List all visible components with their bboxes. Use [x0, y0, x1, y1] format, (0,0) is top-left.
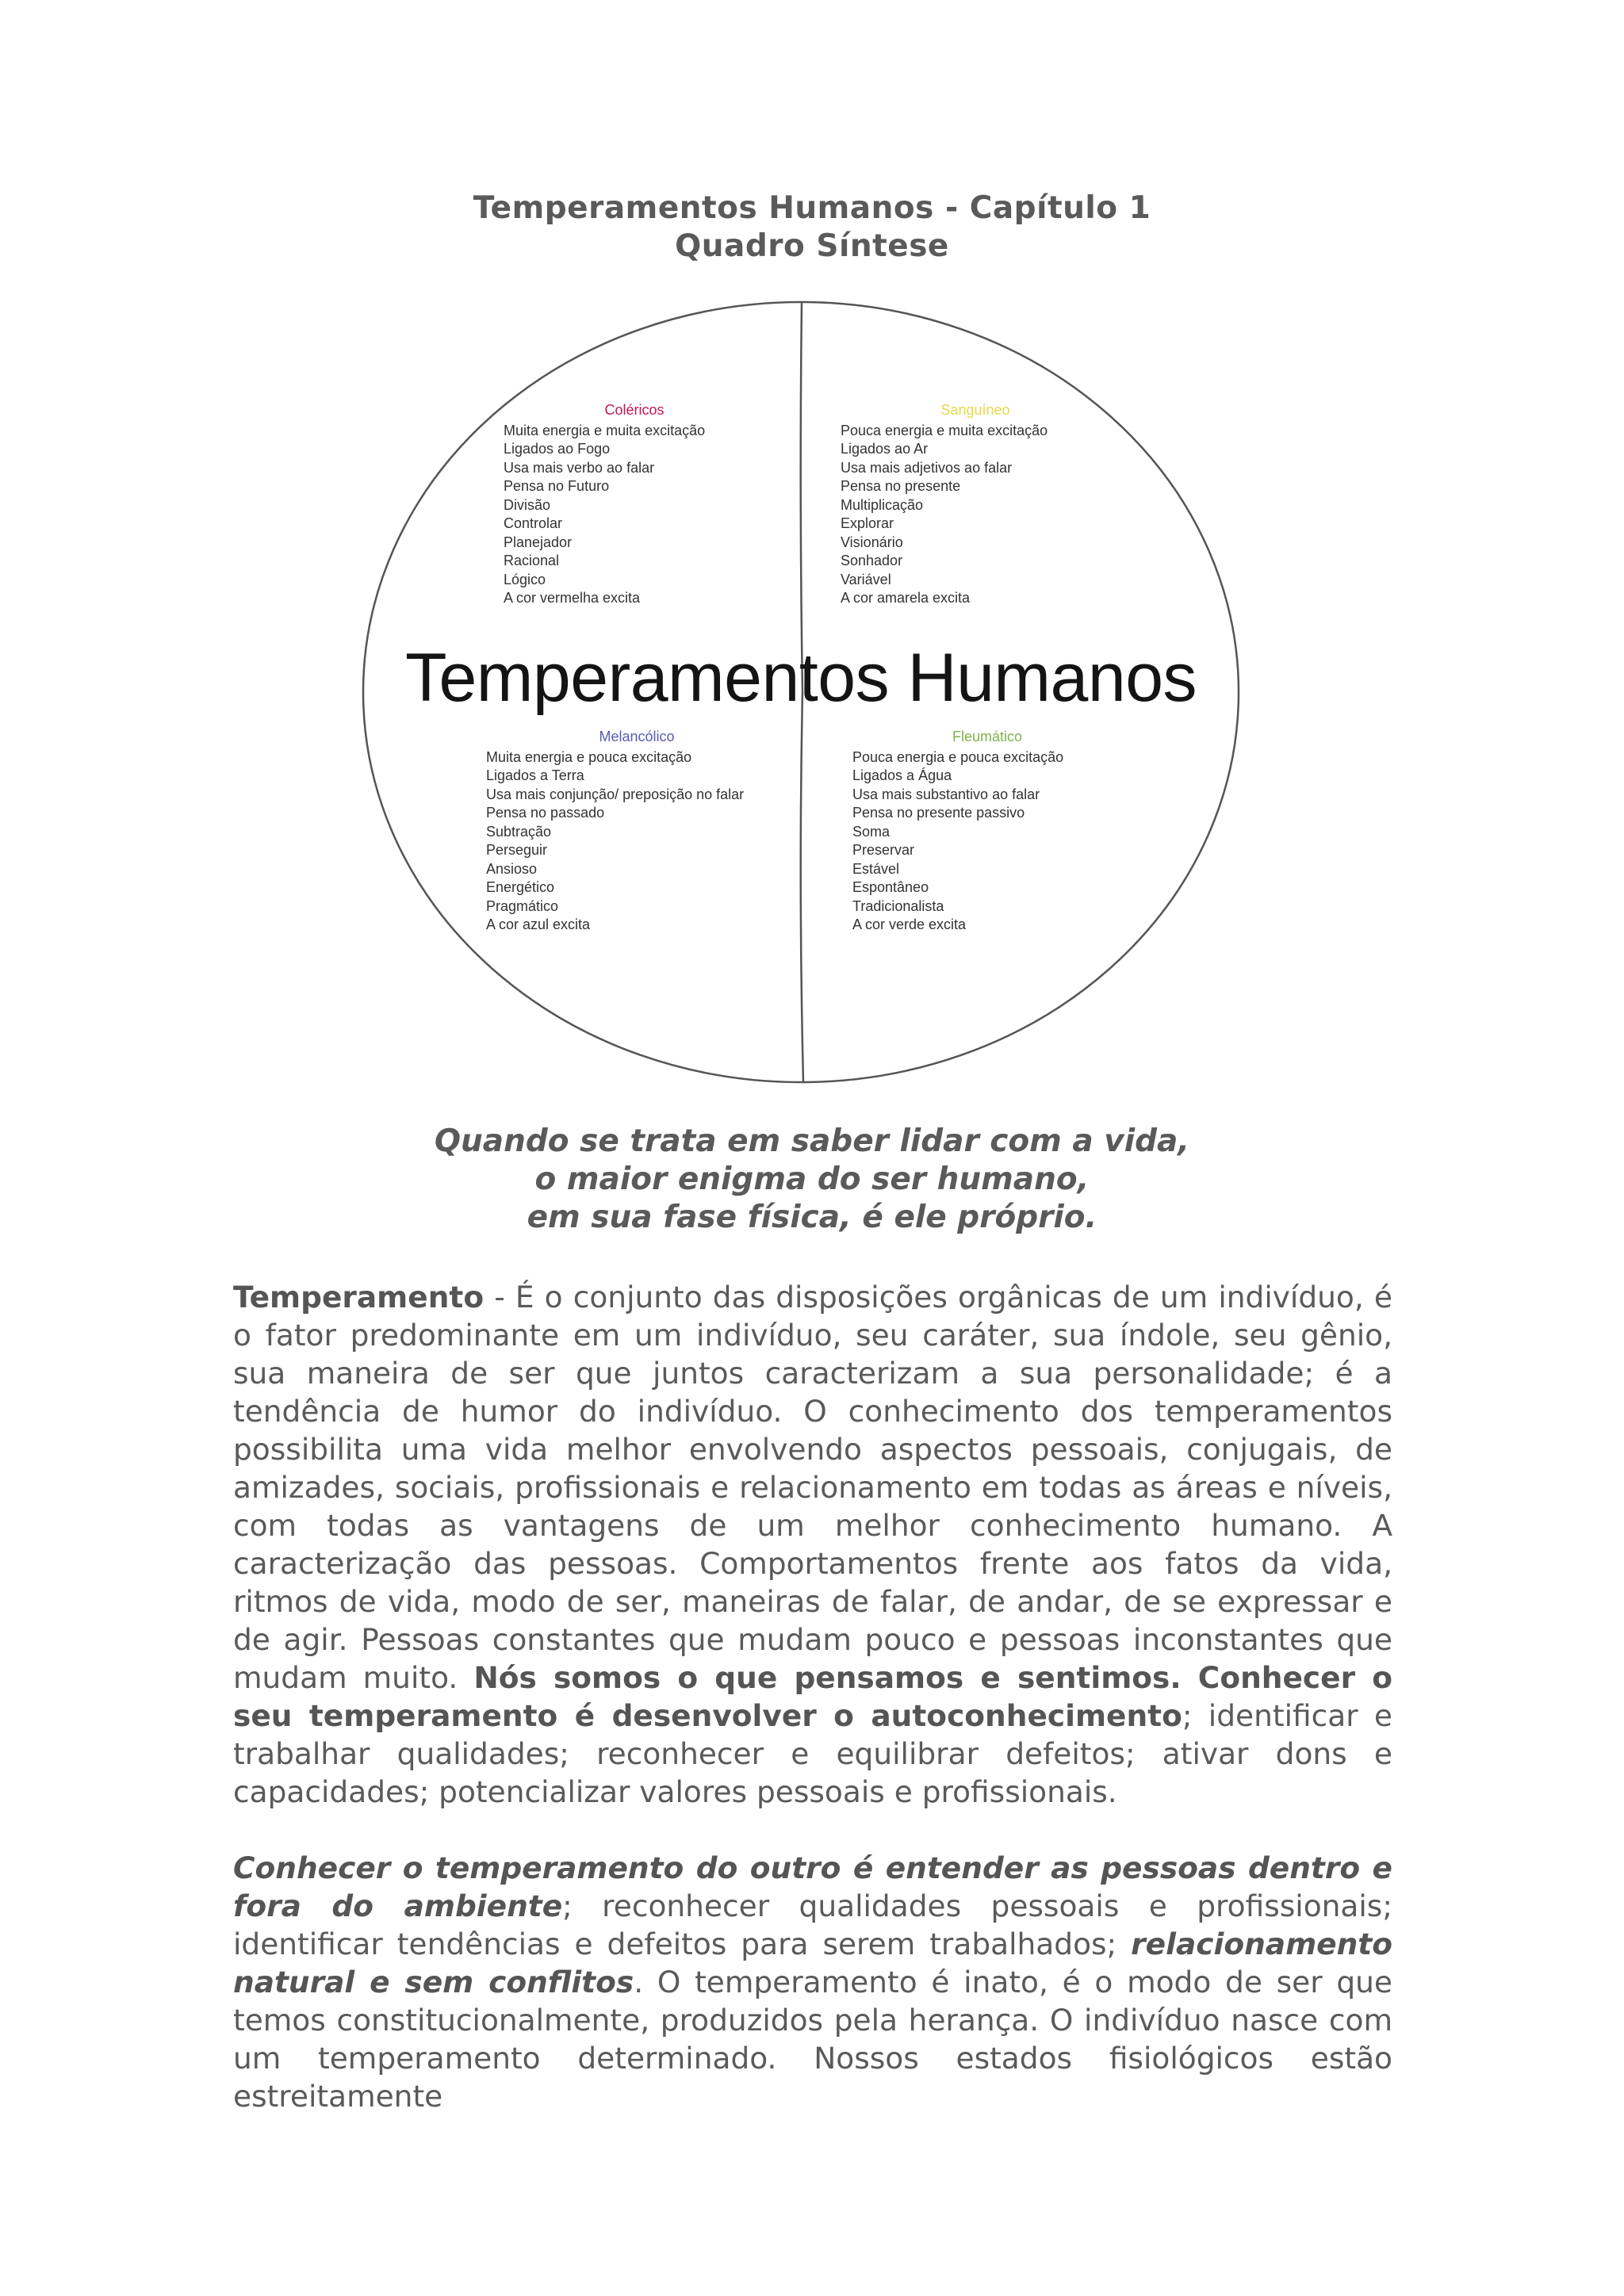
quadrant-item: Muita energia e pouca excitação [486, 748, 692, 765]
quadrant-item: Divisão [504, 496, 551, 513]
paragraph-text: ; identificar e trabalhar qualidades; reconhecer e equilibrar defeitos; ativar dons e capacidades; potencializar valores pessoais e profissionais. [233, 1698, 1392, 1809]
quadrant-colericos [504, 401, 765, 608]
quadrant-item: Perseguir [486, 842, 548, 858]
quadrant-item: Pouca energia e pouca excitação [852, 748, 1064, 765]
quadrant-item: Pragmático [486, 897, 559, 914]
quadrant-item: Preservar [852, 842, 915, 858]
quadrant-item: Lógico [504, 571, 546, 587]
quadrant-item: Planejador [504, 534, 573, 550]
diagram-center-title: Temperamentos Humanos [404, 640, 1197, 716]
quadrant-item: Ligados a Terra [486, 767, 584, 783]
quadrant-item: A cor amarela excita [841, 590, 971, 606]
paragraph-text: - É o conjunto das disposições orgânicas de um indivíduo, é o fator predominante em um indivíduo, seu caráter, sua índole, seu gênio, sua maneira de ser que juntos caracterizam a sua personalidade; é a tendência de humor do indivíduo. O conhecimento dos temperamentos possibilita uma vida melhor envolvendo aspectos pessoais, conjugais, de amizades, sociais, profissionais e relacionamento em todas as áreas e níveis, com todas as vantagens de um melhor conhecimento humano. A caracterização das pessoas. Comportamentos frente aos fatos da vida, ritmos de vida, modo de ser, maneiras de falar, de andar, de se expressar e de agir. Pessoas constantes que mudam pouco e pessoas inconstantes que mudam muito. [233, 1280, 1392, 1695]
quadrant-title: Sanguíneo [940, 402, 1010, 418]
quote-line: em sua fase física, é ele próprio. [527, 1200, 1097, 1235]
quadrant-item: Sonhador [841, 553, 903, 568]
paragraph-temperamento [233, 1278, 1392, 1811]
quadrant-item: Usa mais substantivo ao falar [852, 786, 1040, 802]
epigraph-quote [0, 1123, 1624, 1237]
quadrant-item: Explorar [841, 515, 894, 531]
quadrant-item: Pensa no Futuro [504, 478, 610, 494]
quadrant-item: Visionário [841, 534, 903, 550]
quadrant-title: Melancólico [599, 729, 675, 744]
quadrant-melancolicos [486, 728, 787, 935]
emphasis-text: Nós somos o que pensamos e sentimos. Conhecer o seu temperamento é desenvolver o autoconhecimento [233, 1660, 1392, 1733]
quadrant-item: Ligados ao Ar [841, 441, 929, 457]
document-title: Temperamentos Humanos - Capítulo 1 [473, 190, 1151, 226]
quadrant-item: Controlar [504, 515, 563, 531]
temperament-diagram [361, 300, 1241, 1085]
quote-line: o maior enigma do ser humano, [534, 1161, 1090, 1197]
quadrant-item: Subtração [486, 823, 552, 840]
quadrant-item: Ligados ao Fogo [504, 441, 611, 457]
quadrant-item: Pouca energia e muita excitação [841, 422, 1048, 438]
quadrant-title: Coléricos [604, 402, 665, 418]
quadrant-item: Usa mais adjetivos ao falar [841, 459, 1013, 476]
quadrant-item: A cor vermelha excita [504, 590, 641, 606]
quadrant-item: Tradicionalista [852, 897, 944, 914]
quadrant-item: Energético [486, 879, 555, 895]
quadrant-item: Pensa no passado [486, 805, 605, 821]
quadrant-item: Pensa no presente passivo [852, 805, 1025, 821]
quadrant-fleumaticos [852, 728, 1122, 935]
quadrant-item: Multiplicação [841, 496, 924, 513]
quadrant-item: Muita energia e muita excitação [504, 422, 706, 438]
term-temperamento: Temperamento [233, 1280, 485, 1314]
quadrant-item: Usa mais conjunção/ preposição no falar [486, 786, 745, 802]
quadrant-item: Estável [852, 860, 900, 877]
quadrant-item: Pensa no presente [841, 478, 961, 494]
quadrant-item: A cor verde excita [852, 916, 967, 932]
quadrant-item: Racional [504, 553, 560, 568]
emphasis-text: relacionamento natural e sem conflitos [233, 1927, 1392, 1999]
quadrant-item: Espontâneo [852, 879, 929, 895]
quadrant-item: Variável [841, 571, 891, 587]
paragraph-conhecer [233, 1849, 1392, 2115]
paragraph-text: . O temperamento é inato, é o modo de ser que temos constitucionalmente, produzidos pela herança. O indivíduo nasce com um temperamento determinado. Nossos estados fisiológicos estão estreitamente [233, 1965, 1393, 2114]
quadrant-item: Soma [852, 823, 891, 840]
quote-line: Quando se trata em saber lidar com a vida, [434, 1123, 1190, 1159]
document-subtitle: Quadro Síntese [675, 228, 949, 264]
quadrant-item: Usa mais verbo ao falar [504, 459, 655, 476]
quadrant-item: A cor azul excita [486, 916, 591, 932]
quadrant-item: Ligados a Água [852, 767, 952, 783]
quadrant-sanguineos [841, 401, 1110, 608]
emphasis-text: Conhecer o temperamento do outro é entender as pessoas dentro e fora do ambiente [233, 1850, 1392, 1923]
paragraph-text: ; reconhecer qualidades pessoais e profissionais; identificar tendências e defeitos para serem trabalhados; [233, 1888, 1392, 1961]
quadrant-item: Ansioso [486, 860, 538, 877]
quadrant-title: Fleumático [952, 729, 1023, 744]
